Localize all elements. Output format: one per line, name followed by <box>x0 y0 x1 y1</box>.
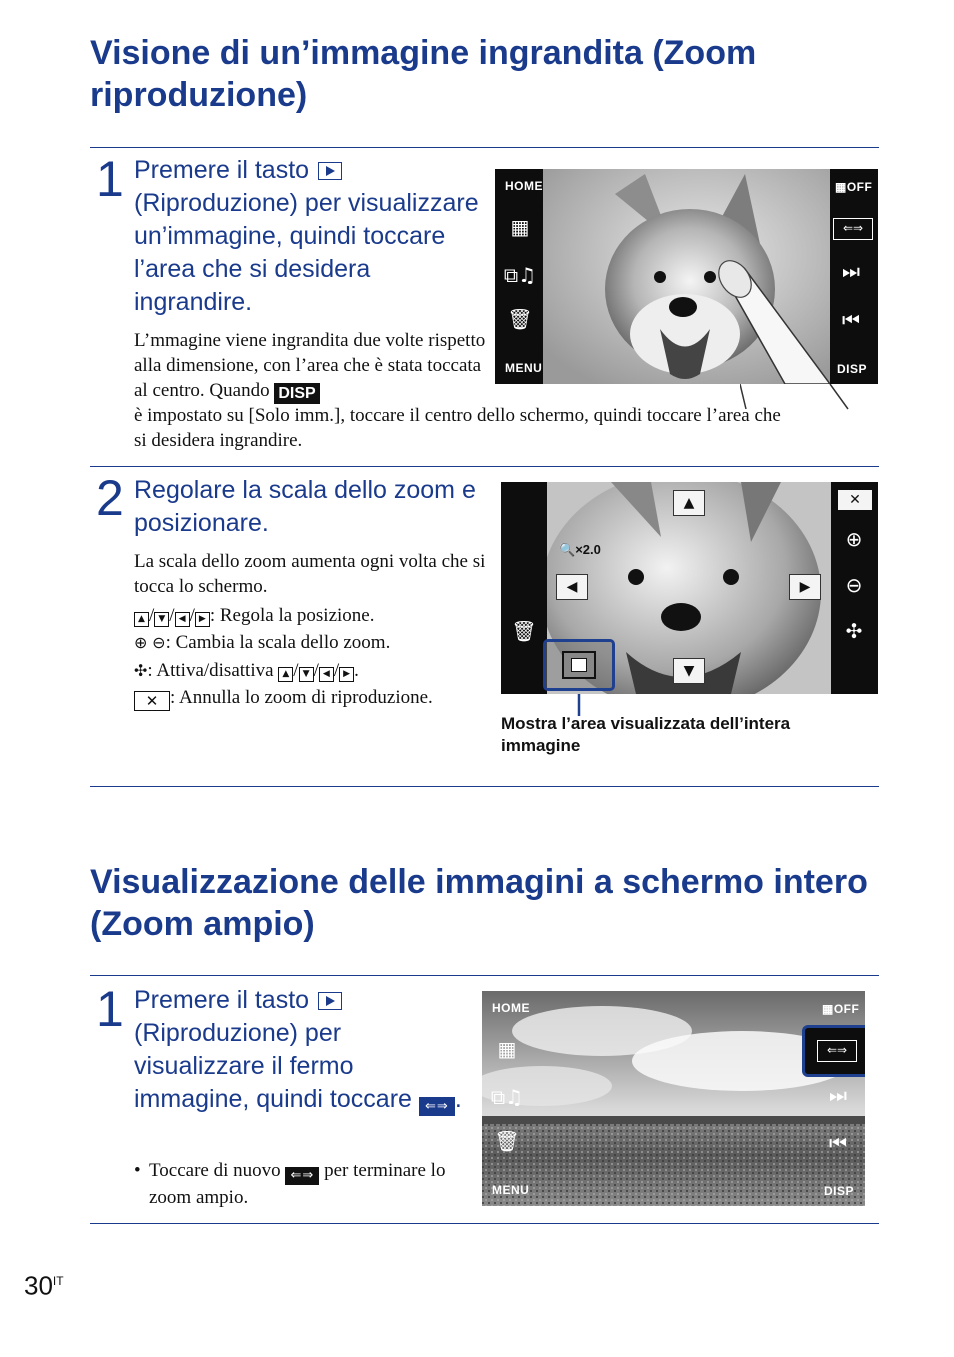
step-body <box>134 328 489 404</box>
grid-icon: ▦ <box>835 180 847 194</box>
visible-area-marker <box>571 658 587 672</box>
camera-screen-2 <box>501 482 878 694</box>
play-icon <box>318 162 342 180</box>
bullet-note: • Toccare di nuovo ⇐⇒ per terminare lo zoom ampio. <box>134 1160 446 1208</box>
landscape-photo <box>482 991 865 1206</box>
grid-icon: ▦ <box>822 1002 834 1016</box>
step-body-line: ✕ : Annulla lo zoom di riproduzione. <box>134 685 494 711</box>
close-icon: ✕ <box>134 691 170 711</box>
previous-icon[interactable]: ⏮ <box>829 1131 847 1155</box>
wide-zoom-icon[interactable]: ⇐⇒ <box>833 218 873 240</box>
menu-button[interactable]: MENU <box>492 1183 530 1197</box>
zoom-in-icon: ⊕ <box>134 633 148 652</box>
pan-down-button[interactable]: ▼ <box>673 658 705 684</box>
step-number: 1 <box>96 981 124 1037</box>
zoom-out-icon: ⊖ <box>152 633 166 652</box>
divider <box>90 147 879 148</box>
pan-left-button[interactable]: ◀ <box>556 574 588 600</box>
step-body-continued: è impostato su [Solo imm.], toccare il centro dello schermo, quindi toccare l’area che si desidera ingrandire. <box>134 405 781 451</box>
home-button[interactable]: HOME <box>492 1001 530 1015</box>
step-lead-a: Premere il tasto <box>134 156 310 184</box>
index-grid-icon[interactable]: ▦ <box>510 215 530 239</box>
wide-zoom-highlight <box>802 1025 865 1077</box>
play-icon <box>318 992 342 1010</box>
zoom-scale-indicator: 🔍×2.0 <box>559 542 601 557</box>
navigator-frame <box>562 651 596 679</box>
step-body-line: ▲ / ▼ / ◀ / ▶ : Regola la posizione. <box>134 603 494 628</box>
trash-icon[interactable]: 🗑 <box>494 1129 520 1153</box>
position-arrows-icon[interactable]: ✣ <box>845 619 863 643</box>
arrow-right-icon: ▶ <box>195 612 210 627</box>
index-grid-icon[interactable]: ▦ <box>497 1037 517 1061</box>
arrow-left-icon: ◀ <box>175 612 190 627</box>
off-label: OFF <box>846 180 873 194</box>
arrow-up-icon: ▲ <box>134 612 149 627</box>
off-label: OFF <box>833 1002 860 1016</box>
arrow-right-icon: ▶ <box>339 667 354 682</box>
wide-zoom-icon[interactable]: ⇐⇒ <box>817 1040 857 1062</box>
step-instruction: Premere il tasto (Riproduzione) per visualizzare il fermo immagine, quindi toccare ⇐⇒ . <box>134 986 462 1114</box>
next-icon[interactable]: ⏭ <box>842 259 860 283</box>
step-body-line: La scala dello zoom aumenta ogni volta che si tocca lo schermo. <box>134 551 486 597</box>
close-zoom-button[interactable]: ✕ <box>838 490 872 510</box>
arrow-down-icon: ▼ <box>299 667 314 682</box>
home-button[interactable]: HOME <box>505 179 543 193</box>
step-lead-a: Premere il tasto <box>134 986 310 1014</box>
display-off-button[interactable] <box>822 1002 859 1016</box>
disp-button[interactable]: DISP <box>837 362 868 376</box>
section1-title: Visione di un’immagine ingrandita (Zoom riproduzione) <box>90 34 757 114</box>
wide-zoom-icon: ⇐⇒ <box>285 1167 319 1185</box>
step-number: 2 <box>96 470 124 526</box>
bullet: • <box>134 1160 141 1181</box>
magnifier-icon: 🔍 <box>559 542 576 557</box>
disp-button[interactable]: DISP <box>824 1184 855 1198</box>
slideshow-music-icon[interactable]: ⧉♫ <box>490 1085 524 1109</box>
arrow-down-icon: ▼ <box>154 612 169 627</box>
section2-title: Visualizzazione delle immagini a schermo intero (Zoom ampio) <box>90 863 868 943</box>
disp-icon: DISP <box>274 383 319 404</box>
position-arrows-icon: ✣ <box>134 661 148 680</box>
arrow-left-icon: ◀ <box>319 667 334 682</box>
step-body-line: ⊕ ⊖: Cambia la scala dello zoom. <box>134 632 391 653</box>
divider <box>90 466 879 467</box>
slideshow-music-icon[interactable]: ⧉♫ <box>503 263 537 287</box>
finger-outline <box>740 384 860 414</box>
trash-icon[interactable]: 🗑 <box>507 307 533 331</box>
step-body-a: L’mmagine viene ingrandita due volte rispetto alla dimensione, con l’area che è stata toccata al centro. Quando <box>134 330 486 401</box>
zoom-out-icon[interactable]: ⊖ <box>845 573 863 597</box>
step-body-line: ✣: Attiva/disattiva ▲ / ▼ / ◀ / ▶ . <box>134 660 359 681</box>
navigator-highlight <box>543 639 615 691</box>
step-instruction <box>134 154 484 319</box>
pan-right-button[interactable]: ▶ <box>789 574 821 600</box>
dog-photo <box>495 169 878 384</box>
page-number: $30^{IT}$ <box>24 1270 64 1301</box>
previous-icon[interactable]: ⏮ <box>842 308 860 332</box>
wide-zoom-icon: ⇐⇒ <box>419 1097 455 1116</box>
divider <box>90 786 879 787</box>
next-icon[interactable]: ⏭ <box>829 1083 847 1107</box>
divider <box>90 1223 879 1224</box>
step-lead-b: (Riproduzione) per visualizzare un’immagine, quindi toccare l’area che si desidera ingrandire. <box>134 189 479 316</box>
step-number: 1 <box>96 151 124 207</box>
trash-icon[interactable]: 🗑 <box>511 619 537 643</box>
pan-up-button[interactable]: ▲ <box>673 490 705 516</box>
menu-button[interactable]: MENU <box>505 361 543 375</box>
language-code: IT <box>52 1274 64 1288</box>
navigator-caption: Mostra l’area visualizzata dell’intera immagine <box>501 714 791 755</box>
zoom-in-icon[interactable]: ⊕ <box>845 527 863 551</box>
arrow-up-icon: ▲ <box>278 667 293 682</box>
camera-screen-1 <box>495 169 878 384</box>
step-instruction: Regolare la scala dello zoom e posizionare. <box>134 476 476 537</box>
display-off-button[interactable] <box>835 180 872 194</box>
divider <box>90 975 879 976</box>
step-lead-b: (Riproduzione) per visualizzare il fermo immagine, quindi toccare <box>134 1019 412 1113</box>
camera-screen-3 <box>482 991 865 1206</box>
